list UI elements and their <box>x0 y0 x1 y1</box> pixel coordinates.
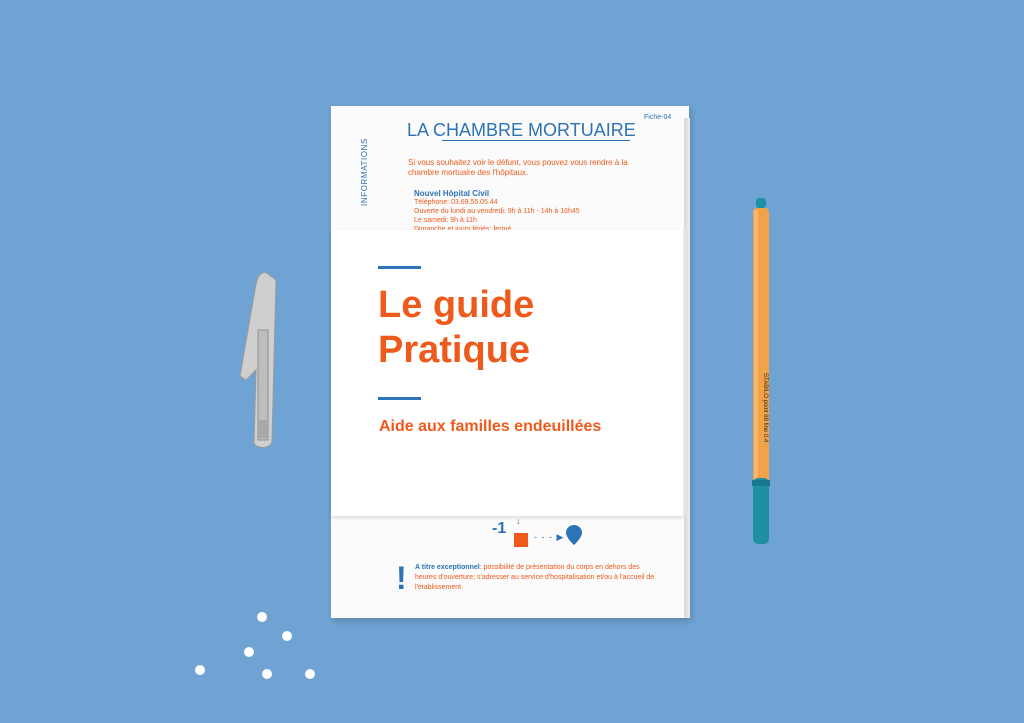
pen-label: STABILO point 88 fine 0.4 <box>762 373 768 443</box>
dashed-arrow-icon: - - - ▶ <box>534 532 565 542</box>
cover-title <box>378 283 534 373</box>
scattered-pills <box>190 608 330 688</box>
notice-text: : possibilité de présentation du corps en dehors des heures d'ouverture; s'adresser au service d'hospitalisation et/ou à l'accueil de l'établissement. <box>415 564 655 591</box>
cover-subtitle: Aide aux familles endeuillées <box>379 418 602 435</box>
hospital-hours-saturday: Le samedi: 9h à 11h <box>414 217 477 224</box>
exceptional-notice <box>415 563 655 593</box>
sheet-title: LA CHAMBRE MORTUAIRE <box>407 120 636 140</box>
stabilo-pen <box>750 198 772 548</box>
cover-rule-mid <box>378 397 421 400</box>
exclamation-icon: ! <box>396 560 407 596</box>
guide-cover <box>331 230 683 516</box>
hospital-hours-week: Ouverte du lundi au vendredi: 9h à 11h - 14h à 16h45 <box>414 208 580 215</box>
hospital-phone: Téléphone: 03.69.55.05.44 <box>414 199 498 206</box>
notice-strong: A titre exceptionnel <box>415 564 480 571</box>
fiche-number: Fiche-04 <box>644 114 672 121</box>
paper-clip <box>236 270 280 452</box>
arrow-down-icon: ↓ <box>516 516 521 526</box>
cover-edge <box>683 230 686 516</box>
floor-label: -1 <box>492 520 507 537</box>
location-pin-icon <box>566 525 582 545</box>
cover-title-line2: Pratique <box>378 329 531 371</box>
informations-label: INFORMATIONS <box>360 138 369 206</box>
room-square-icon <box>514 533 528 547</box>
cover-title-line1: Le guide <box>378 284 535 326</box>
hospital-name: Nouvel Hôpital Civil <box>414 189 490 198</box>
title-underline <box>442 140 630 141</box>
intro-text: Si vous souhaitez voir le défunt, vous pouvez vous rendre à la chambre mortuaire des l'hôpitaux. <box>408 158 628 177</box>
cover-rule-top <box>378 266 421 269</box>
